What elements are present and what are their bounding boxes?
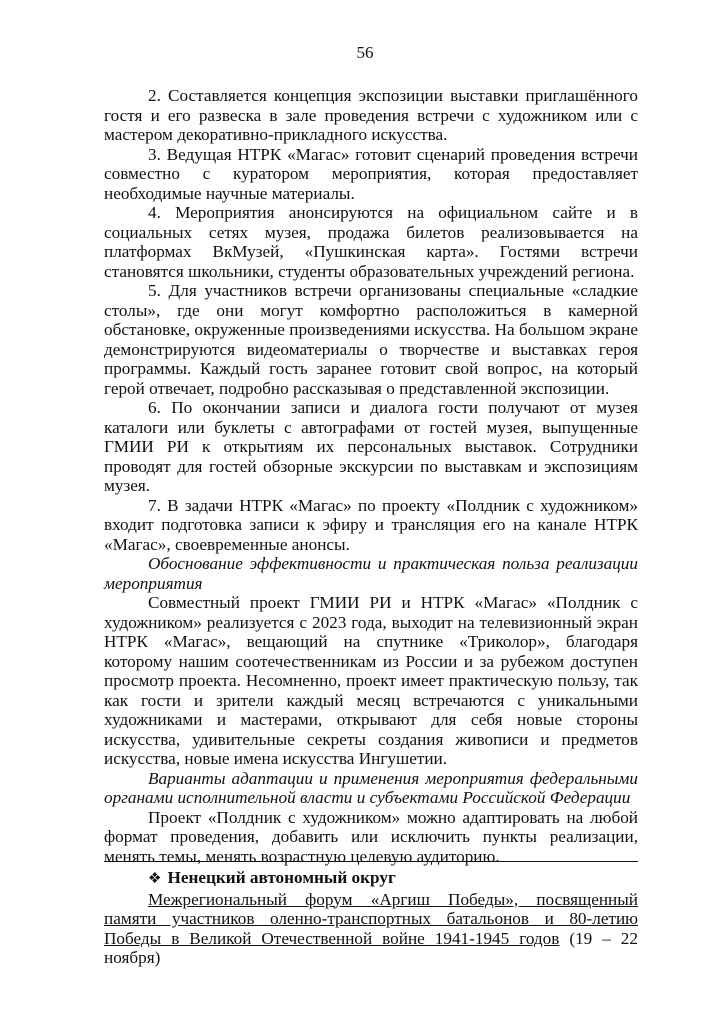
paragraph-step-5: 5. Для участников встречи организованы специальные «сладкие столы», где они могут комфортно расположиться в камерной обстановке, окруженные произведениями искусства. На большом экране демонстрируются видеоматериалы о творчестве и выставках героя программы. Каждый гость заранее готовит свой вопрос, на который герой отвечает, подробно рассказывая о представленной экспозиции.	[104, 281, 638, 398]
horizontal-divider	[104, 861, 638, 862]
paragraph-step-2: 2. Составляется концепция экспозиции выставки приглашённого гостя и его развеска в зале проведения встречи с художником или с мастером декоративно-прикладного искусства.	[104, 86, 638, 144]
subheading-effectiveness: Обоснование эффективности и практическая польза реализации мероприятия	[104, 554, 638, 593]
paragraph-step-4: 4. Мероприятия анонсируются на официальном сайте и в социальных сетях музея, продажа билетов реализовывается на платформах ВкМузей, «Пушкинская карта». Гостями встречи становятся школьники, студенты образовательных учреждений региона.	[104, 203, 638, 281]
paragraph-step-7: 7. В задачи НТРК «Магас» по проекту «Полдник с художником» входит подготовка записи к эфиру и трансляция его на канале НТРК «Магас», своевременные анонсы.	[104, 495, 638, 554]
region-section	[104, 868, 638, 968]
paragraph-step-6: 6. По окончании записи и диалога гости получают от музея каталоги или буклеты с автографами от гостей музея, выпущенные ГМИИ РИ к открытиям их персональных выставок. Сотрудники проводят для гостей обзорные экскурсии по выставкам и экспозициям музея.	[104, 398, 638, 495]
four-diamond-bullet-icon: ❖	[148, 871, 162, 887]
page-number: 56	[356, 43, 374, 62]
paragraph-adaptation: Проект «Полдник с художником» можно адаптировать на любой формат проведения, добавить или исключить пункты реализации, менять темы, менять возрастную целевую аудиторию.	[104, 807, 638, 866]
paragraph-effectiveness: Совместный проект ГМИИ РИ и НТРК «Магас» «Полдник с художником» реализуется с 2023 года, выходит на телевизионный экран НТРК «Магас», вещающий на спутнике «Триколор», благодаря которому нашим соотечественникам из России и за рубежом доступен просмотр проекта. Несомненно, проект имеет практическую пользу, так как гости и зрители каждый месяц встречаются с уникальными художниками и мастерами, открывают для себя новые стороны искусства, удивительные секреты создания живописи и предметов искусства, новые имена искусства Ингушетии.	[104, 593, 638, 768]
paragraph-step-3: 3. Ведущая НТРК «Магас» готовит сценарий проведения встречи совместно с куратором мероприятия, которая предоставляет необходимые научные материалы.	[104, 144, 638, 203]
event-title: Межрегиональный форум «Аргиш Победы», посвященный памяти участников оленно-транспортных батальонов и 80-летию Победы в Великой Отечественной войне 1941-1945 годов	[104, 889, 638, 948]
region-heading	[104, 868, 638, 890]
body-text	[104, 86, 638, 866]
region-heading-text: Ненецкий автономный округ	[167, 868, 396, 887]
event-dates: (19 – 22 ноября)	[104, 928, 638, 967]
subheading-adaptation: Варианты адаптации и применения мероприятия федеральными органами исполнительной власти и субъектами Российской Федерации	[104, 768, 638, 807]
event-description	[104, 890, 638, 968]
